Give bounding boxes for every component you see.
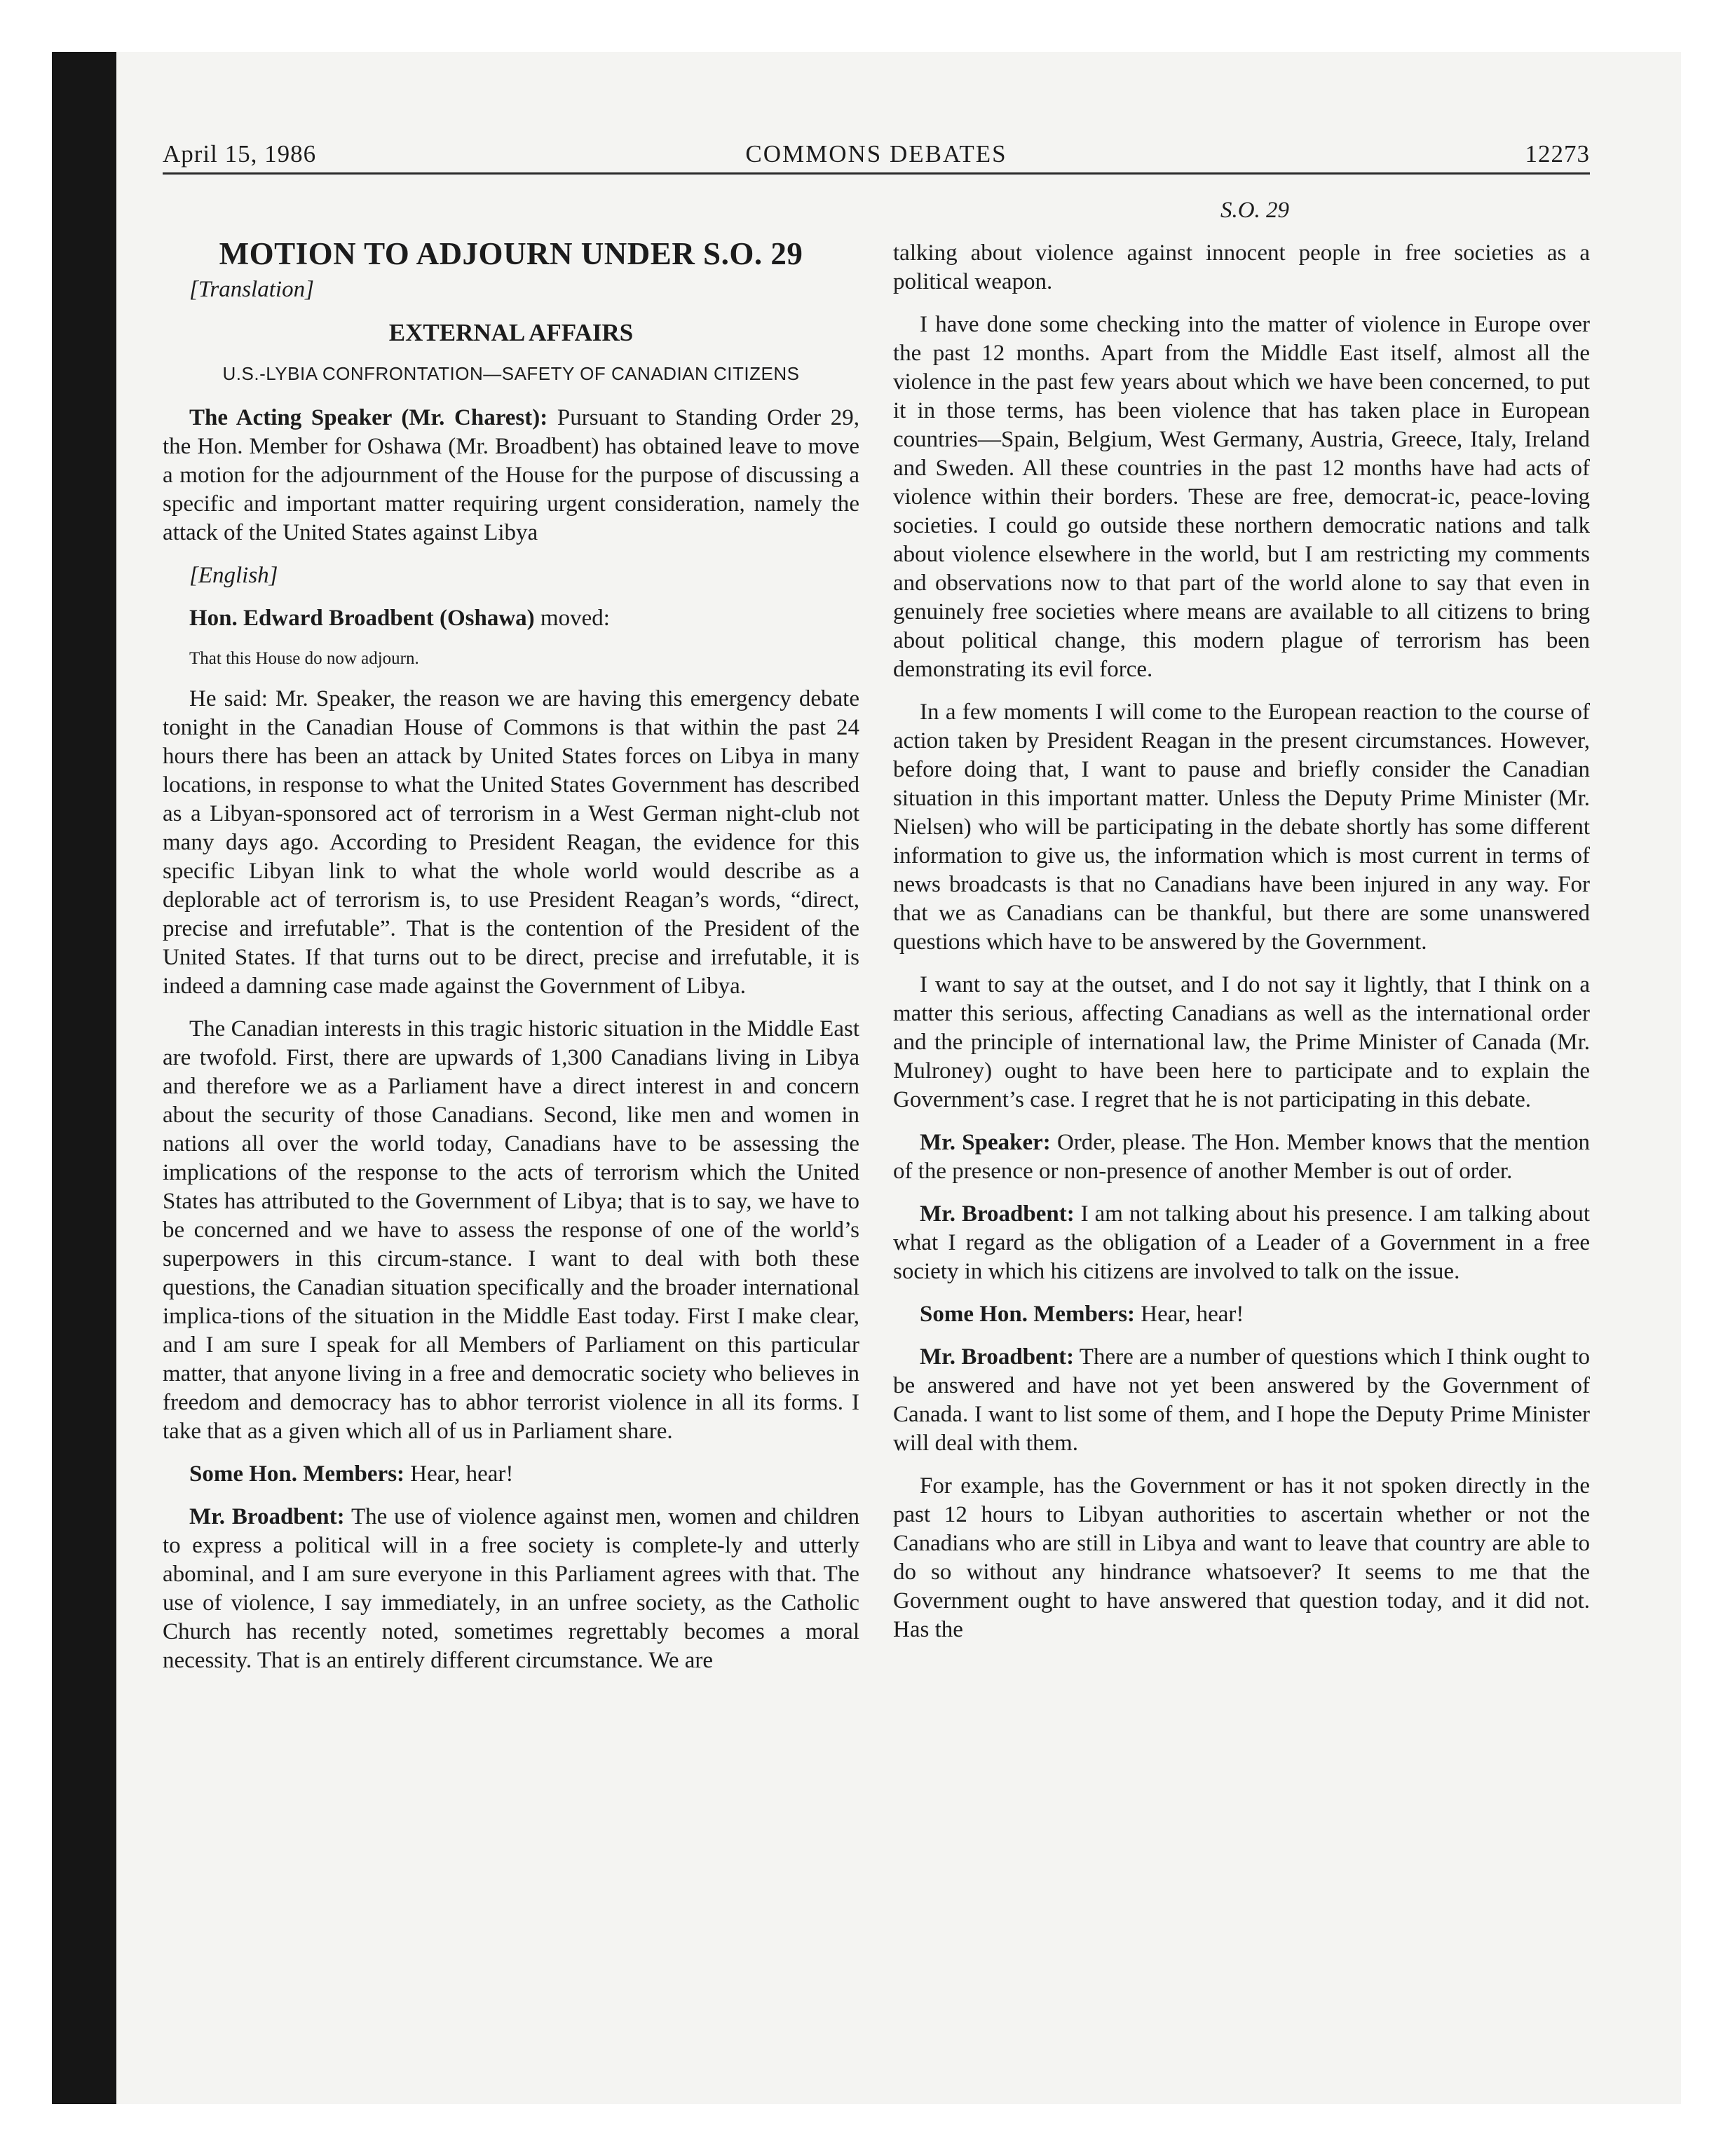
topic-heading: U.S.-LYBIA CONFRONTATION—SAFETY OF CANADIAN CITIZENS xyxy=(222,363,800,384)
paragraph-europe-violence: I have done some checking into the matter of violence in Europe over the past 12 months. Apart from the Middle East itself, almost all the violence in the past few years about which we have been concerned, to put it in those terms, has been violence that has taken place in European countries—Spain, Belgium, West Germany, Austria, Greece, Italy, Ireland and Sweden. All these countries in the past 12 months have had acts of violence within their borders. These are free, democrat-ic, peace-loving societies. I could go outside these northern democratic nations and talk about violence elsewhere in the world, but I am restricting my comments and observations now to that part of the world alone to say that even in genuinely free societies where means are available to all citizens to bring about political change, this modern plague of terrorism has been demonstrating its evil force. xyxy=(893,312,1590,682)
left-column xyxy=(163,196,859,1689)
standing-order-marker: S.O. 29 xyxy=(1220,198,1290,223)
paragraph-prime-minister: I want to say at the outset, and I do not say it lightly, that I think on a matter this serious, affecting Canadians as well as the international order and the principle of international law, the Prime Minister of Canada (Mr. Mulroney) ought to have been here to participate and to explain the Government’s case. I regret that he is not participating in this debate. xyxy=(893,972,1590,1112)
paragraph-hear-hear xyxy=(893,1300,1590,1329)
mover-name: Hon. Edward Broadbent xyxy=(189,606,434,631)
header-rule xyxy=(163,172,1590,175)
section-title: MOTION TO ADJOURN UNDER S.O. 29 xyxy=(219,236,803,271)
paragraph-broadbent-violence xyxy=(163,1503,859,1675)
paragraph-broadbent-questions xyxy=(893,1343,1590,1458)
paragraph-text: Order, please. The Hon. Member knows that the mention of the presence or non-presence of another Member is out of order. xyxy=(893,1130,1590,1184)
header-page-number: 12273 xyxy=(1525,140,1590,168)
speaker-name: Some Hon. Members: xyxy=(920,1302,1136,1327)
speaker-name: Mr. Speaker: xyxy=(920,1130,1051,1155)
paragraph-european-reaction: In a few moments I will come to the European reaction to the course of action taken by President Reagan in the present circumstances. However, before doing that, I want to pause and briefly consider the Canadian situation in this important matter. Unless the Deputy Prime Minister (Mr. Nielsen) who will be participating in the debate shortly has some different information to give us, the information which is most current in terms of news broadcasts is that no Canadians have been injured in any way. For that we as Canadians can be thankful, but there are some unanswered questions which have to be answered by the Government. xyxy=(893,700,1590,955)
scan-edge-shadow xyxy=(52,52,116,2104)
paragraph-broadbent-presence xyxy=(893,1200,1590,1286)
motion-text: That this House do now adjourn. xyxy=(189,649,419,668)
paragraph-text: Hear, hear! xyxy=(404,1461,514,1487)
running-header xyxy=(163,140,1590,177)
paragraph-broadbent-opening: He said: Mr. Speaker, the reason we are having this emergency debate tonight in the Canadian House of Commons is that within the past 24 hours there has been an attack by United States forces on Libya in many locations, in response to what the United States Government has described as a Libyan-sponsored act of terrorism in a West German night-club not many days ago. According to President Reagan, the evidence for this specific Libyan link to what the whole world would describe as a deplorable act of terrorism is, to use President Reagan’s words, “direct, precise and irrefutable”. That is the contention of the President of the United States. If that turns out to be direct, precise and irrefutable, it is indeed a damning case made against the Government of Libya. xyxy=(163,686,859,999)
paragraph-hear-hear xyxy=(163,1460,859,1489)
paragraph-mover xyxy=(163,604,859,633)
paragraph-text: The use of violence against men, women and children to express a political will in a free society is complete-ly and utterly abominal, and I am sure everyone in this Parliament agrees with that. The use of violence, I say immediately, in an unfree society, as the Catholic Church has recently noted, sometimes regrettably becomes a moral necessity. That is an entirely different circumstance. We are xyxy=(163,1504,860,1673)
header-publication: COMMONS DEBATES xyxy=(745,140,1007,168)
paragraph-text: I am not talking about his presence. I am talking about what I regard as the obligation of a Leader of a Government in a free society in which his citizens are involved to talk on the issue. xyxy=(893,1201,1590,1284)
paragraph-example-question: For example, has the Government or has it not spoken directly in the past 12 hours to Libyan authorities to ascertain whether or not the Canadians who are still in Libya and want to leave that country are able to do so without any hindrance whatsoever? It seems to me that the Government ought to have answered that question today, and it did not. Has the xyxy=(893,1473,1590,1642)
header-date: April 15, 1986 xyxy=(163,140,317,168)
speaker-name: Mr. Broadbent: xyxy=(920,1344,1075,1370)
speaker-name: The Acting Speaker (Mr. Charest): xyxy=(189,405,548,430)
mover-verb: moved: xyxy=(534,606,610,631)
paragraph-canadian-interests: The Canadian interests in this tragic historic situation in the Middle East are twofold. First, there are upwards of 1,300 Canadians living in Libya and therefore we as a Parliament have a direct interest in and concern about the security of those Canadians. Second, like men and women in nations all over the world today, Canadians have to be assessing the implications of the response to the acts of terrorism which the United States has attributed to the Government of Libya; that is to say, we have to be concerned and we have to assess the response of one of the world’s superpowers in this circum-stance. I want to deal with both these questions, the Canadian situation specifically and the broader international implica-tions of the situation in the Middle East today. First I make clear, and I am sure I speak for all Members of Parliament on this particular matter, that anyone living in a free and democratic society who believes in freedom and democracy has to abhor terrorist violence in all its forms. I take that as a given which all of us in Parliament share. xyxy=(163,1016,859,1444)
paragraph-text: There are a number of questions which I think ought to be answered and have not yet been answered by the Government of Canada. I want to list some of them, and I hope the Deputy Prime Minister will deal with them. xyxy=(893,1344,1590,1456)
speaker-name: Some Hon. Members: xyxy=(189,1461,405,1487)
paragraph-text: Hear, hear! xyxy=(1135,1302,1244,1327)
right-column xyxy=(893,196,1590,1658)
subsection-title: EXTERNAL AFFAIRS xyxy=(388,319,634,346)
mover-riding: (Oshawa) xyxy=(433,606,535,631)
paragraph-continuation: talking about violence against innocent people in free societies as a political weapon. xyxy=(893,240,1590,294)
speaker-name: Mr. Broadbent: xyxy=(189,1504,345,1529)
paragraph-speaker-order xyxy=(893,1128,1590,1186)
translation-marker: [Translation] xyxy=(189,277,314,302)
english-marker: [English] xyxy=(189,563,278,588)
speaker-name: Mr. Broadbent: xyxy=(920,1201,1075,1227)
paragraph-acting-speaker xyxy=(163,404,859,547)
paragraph-text: Pursuant to Standing Order 29, the Hon. Member for Oshawa (Mr. Broadbent) has obtained leave to move a motion for the adjournment of the House for the purpose of discussing a specific and important matter requiring urgent consideration, namely the attack of the United States against Libya xyxy=(163,405,860,545)
